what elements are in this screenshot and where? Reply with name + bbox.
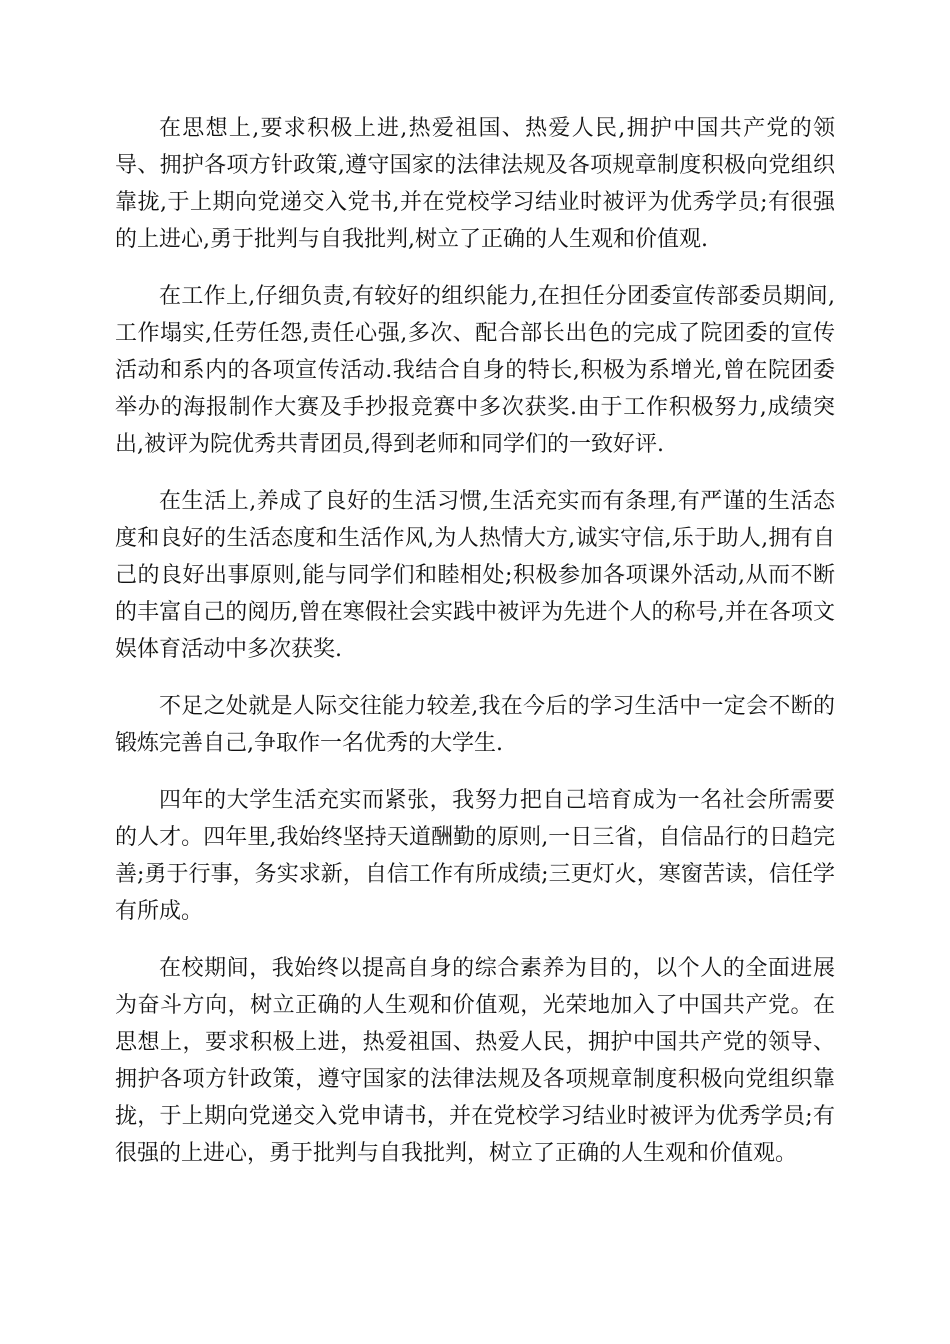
paragraph-life: 在生活上,养成了良好的生活习惯,生活充实而有条理,有严谨的生活态度和良好的生活态度和生活作风,为人热情大方,诚实守信,乐于助人,拥有自己的良好出事原则,能与同学们和睦相处;积极参加各项课外活动,从而不断的丰富自己的阅历,曾在寒假社会实践中被评为先进个人的称号,并在各项文娱体育活动中多次获奖. (115, 489, 835, 662)
paragraph-shortcoming: 不足之处就是人际交往能力较差,我在今后的学习生活中一定会不断的锻炼完善自己,争取作一名优秀的大学生. (115, 694, 835, 756)
paragraph-four-years: 四年的大学生活充实而紧张，我努力把自己培育成为一名社会所需要的人才。四年里,我始终坚持天道酬勤的原则,一日三省，自信品行的日趋完善;勇于行事，务实求新，自信工作有所成绩;三更灯火，寒窗苦读，信任学有所成。 (115, 788, 835, 924)
paragraph-school-period: 在校期间，我始终以提高自身的综合素养为目的，以个人的全面进展为奋斗方向，树立正确的人生观和价值观，光荣地加入了中国共产党。在思想上，要求积极上进，热爱祖国、热爱人民，拥护中国共产党的领导、拥护各项方针政策，遵守国家的法律法规及各项规章制度积极向党组织靠拢，于上期向党递交入党申请书，并在党校学习结业时被评为优秀学员;有很强的上进心，勇于批判与自我批判，树立了正确的人生观和价值观。 (115, 956, 835, 1166)
paragraph-thought: 在思想上,要求积极上进,热爱祖国、热爱人民,拥护中国共产党的领导、拥护各项方针政策,遵守国家的法律法规及各项规章制度积极向党组织靠拢,于上期向党递交入党书,并在党校学习结业时被评为优秀学员;有很强的上进心,勇于批判与自我批判,树立了正确的人生观和价值观. (115, 116, 835, 252)
paragraph-work: 在工作上,仔细负责,有较好的组织能力,在担任分团委宣传部委员期间,工作塌实,任劳任怨,责任心强,多次、配合部长出色的完成了院团委的宣传活动和系内的各项宣传活动.我结合自身的特长,积极为系增光,曾在院团委举办的海报制作大赛及手抄报竞赛中多次获奖.由于工作积极努力,成绩突出,被评为院优秀共青团员,得到老师和同学们的一致好评. (115, 284, 835, 457)
document-body (115, 110, 835, 1192)
